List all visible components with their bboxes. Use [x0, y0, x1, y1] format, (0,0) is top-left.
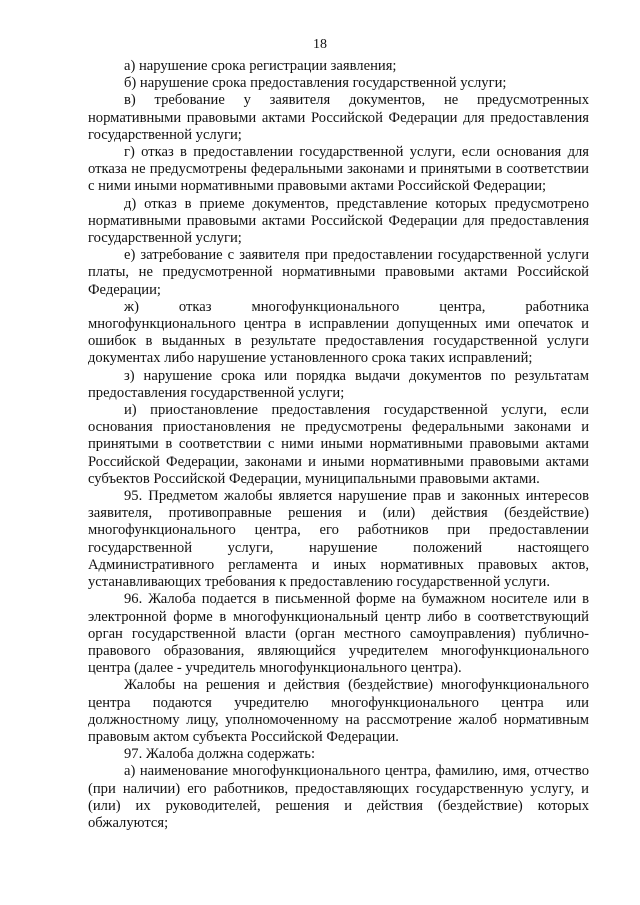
page-number: 18 [313, 37, 327, 52]
document-body [88, 58, 589, 832]
list-item-g: г) отказ в предоставлении государственной услуги, если основания для отказа не предусмотрены федеральными законами и принятыми в соответствии с ними иными нормативными правовыми актами Российской Федерации; [88, 144, 589, 195]
list-item-i: и) приостановление предоставления государственной услуги, если основания приостановления не предусмотрены федеральными законами и принятыми в соответствии с ними иными нормативными правовыми актами Российской Федерации, законами и иными нормативными правовыми актами субъектов Российской Федерации, муниципальными правовыми актами. [88, 402, 589, 487]
clause-97: 97. Жалоба должна содержать: [124, 746, 315, 763]
list-item-a: а) нарушение срока регистрации заявления; [124, 58, 397, 74]
clause-96-continuation: Жалобы на решения и действия (бездействие) многофункционального центра подаются учредителю многофункционального центра или должностному лицу, уполномоченному на рассмотрение жалоб нормативным правовым актом субъекта Российской Федерации. [88, 677, 589, 745]
list-item-v: в) требование у заявителя документов, не предусмотренных нормативными правовыми актами Российской Федерации для предоставления государственной услуги; [88, 92, 589, 143]
clause-96: 96. Жалоба подается в письменной форме на бумажном носителе или в электронной форме в многофункциональный центр либо в соответствующий орган государственной власти (орган местного самоуправления) публично-правового образования, являющийся учредителем многофункционального центра (далее - учредитель многофункционального центра). [88, 591, 589, 677]
list-item-d: д) отказ в приеме документов, представление которых предусмотрено нормативными правовыми актами Российской Федерации для предоставления государственной услуги; [88, 195, 589, 247]
list-item-z: з) нарушение срока или порядка выдачи документов по результатам предоставления государственной услуги; [88, 367, 589, 401]
clause-95: 95. Предметом жалобы является нарушение прав и законных интересов заявителя, противоправные решения и (или) действия (бездействие) многофункционального центра, его работников при предоставлении государственной услуги, нарушение положений настоящего Административного регламента и иных нормативных правовых актов, устанавливающих требования к предоставлению государственной услуги. [88, 488, 589, 591]
list-item-zh: ж) отказ многофункционального центра, работника многофункционального центра в исправлении допущенных ими опечаток и ошибок в выданных в результате предоставления государственной услуги документах либо нарушение установленного срока таких исправлений; [88, 298, 589, 367]
clause-97-item-a: а) наименование многофункционального центра, фамилию, имя, отчество (при наличии) его работников, предоставляющих государственную услугу, и (или) их руководителей, решения и действия (бездействие) которых обжалуются; [88, 763, 589, 831]
list-item-b: б) нарушение срока предоставления государственной услуги; [124, 75, 507, 92]
list-item-e: е) затребование с заявителя при предоставлении государственной услуги платы, не предусмотренной нормативными правовыми актами Российской Федерации; [88, 247, 589, 298]
